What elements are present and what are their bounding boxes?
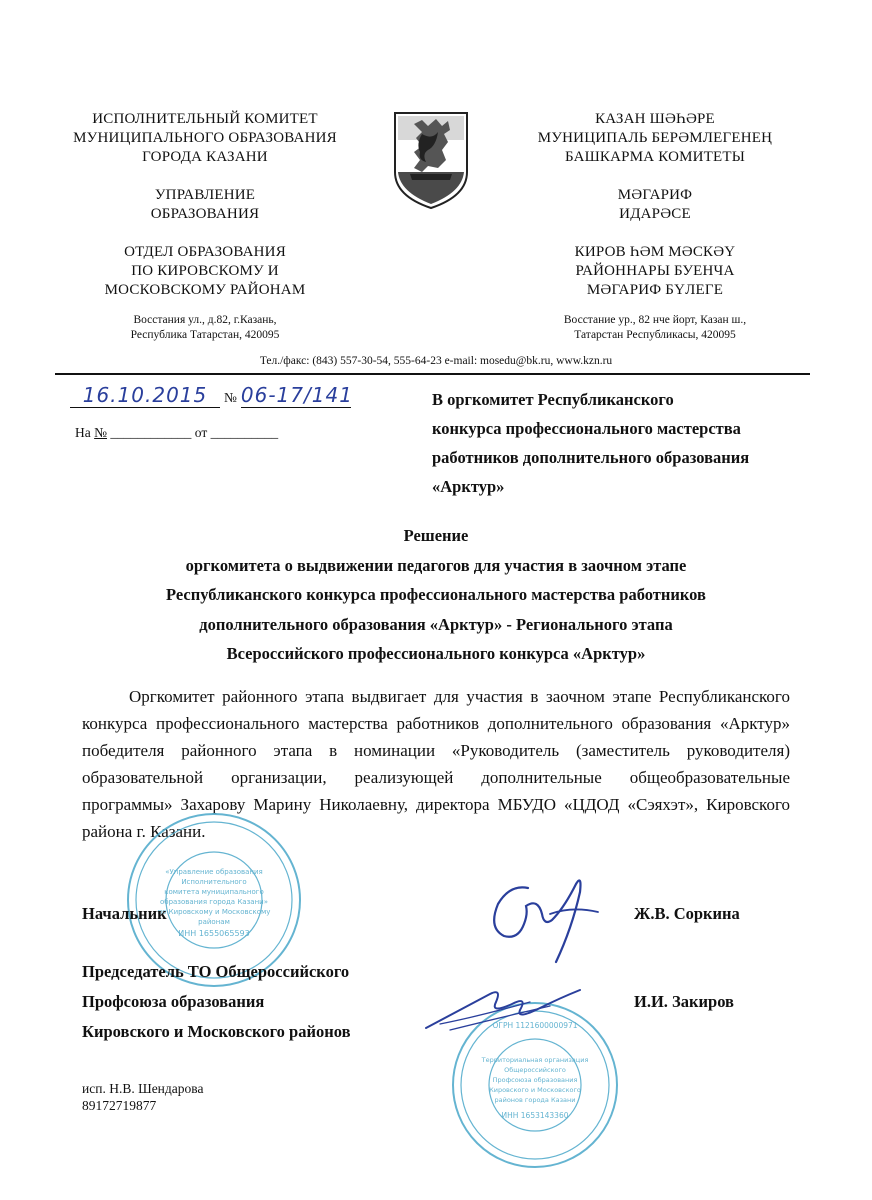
stamp-right-line: Общероссийского [504,1066,566,1074]
stamp-left-line: образования города Казани» [159,898,269,906]
title-line: Всероссийского профессионального конкурса «Арктур» [226,644,646,663]
header-right-org-line: КАЗАН ШӘҺӘРЕ [595,111,715,127]
registration-date: 16.10.2015 [70,383,220,408]
registration-line [70,383,410,408]
chair-title-line: Кировского и Московского районов [82,1022,351,1041]
executor-name: исп. Н.В. Шендарова [82,1081,204,1096]
signature-head [480,870,610,970]
chair-title-line: Профсоюза образования [82,992,265,1011]
coat-of-arms-emblem [392,110,470,210]
chair-title [82,957,350,1047]
header-right-dept [490,186,820,224]
header-right-dept-line: МӘГАРИФ [617,187,693,203]
body-paragraph: Оргкомитет районного этапа выдвигает для участия в заочном этапе Республиканского конкурса профессионального мастерства работников дополнительного образования «Арктур» победителя районного этапа в номинации «Руководитель (заместитель руководителя) образовательной организации, реализующей дополнительные общеобразовательные программы» Захарову Марину Николаевну, директора МБУДО «ЦДОД «Сэяхэт», Кировского района г. Казани. [82,687,790,841]
stamp-right-line: Кировского и Московского [489,1086,581,1094]
registration-number-label: № [224,390,237,405]
stamp-left-line: Исполнительного [181,878,247,886]
header-right-address-line: Татарстан Республикасы, 420095 [574,329,736,341]
stamp-left-line: комитета муниципального [164,888,264,896]
stamp-right-inn: ИНН 1653143360 [501,1111,569,1120]
head-name: Ж.В. Соркина [634,904,740,923]
header-left-subdept-line: ПО КИРОВСКОМУ И [131,263,279,279]
header-right-org-line: БАШКАРМА КОМИТЕТЫ [564,149,746,165]
header-right-subdept [490,243,820,300]
reply-number-blank: ____________ [110,425,192,440]
header-left-org [40,110,370,167]
recipient-line: «Арктур» [432,477,505,496]
recipient-line: В оргкомитет Республиканского [432,390,674,409]
header-contacts: Тел./факс: (843) 557-30-54, 555-64-23 e-mail: mosedu@bk.ru, www.kzn.ru [259,355,613,367]
title-line: оргкомитета о выдвижении педагогов для участия в заочном этапе [185,555,687,575]
header-left-dept-line: УПРАВЛЕНИЕ [154,187,256,203]
header-right-subdept-line: РАЙОННАРЫ БУЕНЧА [575,263,735,279]
stamp-left-line: «Управление образования [165,868,263,876]
header-left-org-line: ИСПОЛНИТЕЛЬНЫЙ КОМИТЕТ [92,111,318,127]
registration-number: 06-17/141 [240,383,353,407]
stamp-right-line: Территориальная организация [481,1056,589,1064]
recipient-block [432,385,852,501]
header-left-org-line: ГОРОДА КАЗАНИ [142,149,268,165]
stamp-left-inn: ИНН 1655065593 [178,929,250,938]
reply-from: от [194,425,208,440]
title-line: дополнительного образования «Арктур» - Регионального этапа [199,614,673,634]
chair-title-line: Председатель ТО Общероссийского [82,962,350,981]
header-left-subdept-line: МОСКОВСКОМУ РАЙОНАМ [104,282,306,298]
header-right-subdept-line: МӘГАРИФ БҮЛЕГЕ [586,282,724,298]
title-line: Республиканского конкурса профессионального мастерства работников [166,585,706,604]
title-heading: Решение [403,526,469,545]
reply-date-blank: __________ [210,425,279,440]
header-right-address-line: Восстание ур., 82 нче йорт, Казан ш., [563,314,747,326]
header-left-dept [40,186,370,224]
recipient-line: конкурса профессионального мастерства [432,419,741,438]
signature-chair [420,980,590,1040]
header-left-address-line: Республика Татарстан, 420095 [130,329,280,341]
reply-prefix: На [75,425,91,440]
header-left-address [40,313,370,343]
executor-block [82,1080,203,1114]
header-right-org [490,110,820,167]
header-right-address [490,313,820,343]
stamp-right-line: Профсоюза образования [492,1076,578,1084]
header-left-org-line: МУНИЦИПАЛЬНОГО ОБРАЗОВАНИЯ [73,130,337,146]
header-left-dept-line: ОБРАЗОВАНИЯ [150,206,260,222]
document-title [0,521,872,669]
head-title: Начальник [82,904,167,923]
stamp-right-line: районов города Казани [494,1096,576,1104]
header-left-subdept [40,243,370,300]
executor-phone: 89172719877 [82,1098,157,1113]
reply-number-label: № [94,425,108,440]
header-divider [55,373,810,375]
header-right-dept-line: ИДАРӘСЕ [619,206,691,222]
header-left-subdept-line: ОТДЕЛ ОБРАЗОВАНИЯ [124,244,286,260]
reply-line [75,425,278,441]
header-right-org-line: МУНИЦИПАЛЬ БЕРӘМЛЕГЕНЕҢ [537,130,773,146]
chair-name: И.И. Закиров [634,992,734,1011]
header-left-address-line: Восстания ул., д.82, г.Казань, [133,314,277,326]
stamp-right-ogrn: ОГРН 1121600000971 [492,1021,578,1030]
stamp-left-line: по Кировскому и Московскому [157,908,271,916]
header-right-subdept-line: КИРОВ ҺӘМ МӘСКӘҮ [574,244,736,260]
recipient-line: работников дополнительного образования [432,448,750,467]
stamp-left-line: районам [198,918,230,926]
